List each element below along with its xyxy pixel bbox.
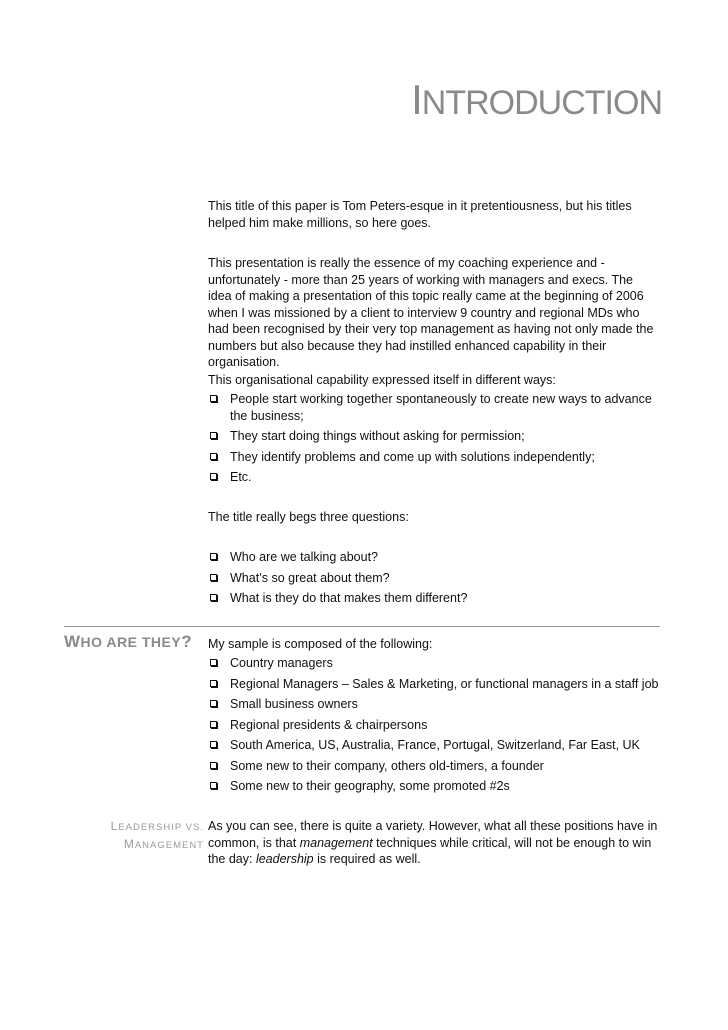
list-item [208,778,658,795]
checkbox-bullet-icon [210,453,217,460]
leadership-text-a: As you can see, there is quite a variety. However, what all these positions have in common, is that [208,819,658,850]
section-heading-initial: W [64,632,81,651]
list-item-text: South America, US, Australia, France, Portugal, Switzerland, Far East, UK [230,738,640,752]
margin-note-line-1 [80,818,204,836]
section-divider [64,626,660,627]
leadership-paragraph-text [208,818,658,868]
checkbox-bullet-icon [210,594,217,601]
list-item [208,391,658,424]
list-item-text: Some new to their company, others old-timers, a founder [230,758,544,773]
checkbox-bullet-icon [210,762,217,769]
checkbox-bullet-icon [210,782,217,789]
list-item [208,676,658,693]
capability-list [208,391,658,490]
list-item-text: Etc. [230,470,252,484]
section-heading-question-mark: ? [181,632,193,651]
leadership-text-b: techniques while critical, will not be enough to win the day: [208,835,652,866]
checkbox-bullet-icon [210,473,217,480]
list-item [208,696,658,713]
intro-paragraph-4-text: The title really begs three questions: [208,510,409,524]
list-item [208,758,658,775]
page-title [300,78,662,125]
margin-note-rest-1: EADERSHIP VS. [118,822,204,833]
intro-paragraph-4 [208,509,658,526]
checkbox-bullet-icon [210,659,217,666]
intro-paragraph-1 [208,198,658,231]
list-item [208,655,658,672]
intro-paragraph-2 [208,255,658,371]
list-item-text: They start doing things without asking for permission; [230,429,525,443]
list-item-text: People start working together spontaneously to create new ways to advance the business; [230,392,652,423]
checkbox-bullet-icon [210,395,217,402]
list-item-text: What’s so great about them? [230,570,390,585]
intro-paragraph-3 [208,372,658,389]
who-intro-text: My sample is composed of the following: [208,637,433,651]
list-item-text: Some new to their geography, some promoted #2s [230,779,510,793]
list-item [208,449,658,466]
list-item-text: Regional Managers – Sales & Marketing, or functional managers in a staff job [230,676,659,691]
sample-list [208,655,658,799]
margin-note-initial-2: M [123,837,135,851]
list-item [208,570,658,587]
who-intro [208,636,658,653]
intro-paragraph-2-text: This presentation is really the essence of my coaching experience and - unfortunately - more than 25 years of working with managers and execs. The idea of making a presentation of this topic really came at the beginning of 2006 when I was missioned by a client to interview 9 country and regional MDs who had been recognised by their very top management as having not only made the numbers but also because they had instilled enhanced capability in their organisation. [208,256,654,369]
page-title-initial: I [411,76,422,123]
margin-note-initial-1: L [110,819,119,833]
list-item-text: Who are we talking about? [230,550,379,564]
list-item [208,549,658,566]
list-item [208,737,658,754]
checkbox-bullet-icon [210,741,217,748]
leadership-emphasis-leadership: leadership [255,852,314,866]
leadership-emphasis-management: management [299,835,373,850]
question-list [208,549,658,611]
list-item [208,469,658,486]
checkbox-bullet-icon [210,680,217,687]
checkbox-bullet-icon [210,553,217,560]
list-item-text: Country managers [230,656,333,670]
page-title-rest: NTRODUCTION [421,84,662,122]
leadership-paragraph [208,818,658,868]
checkbox-bullet-icon [210,574,217,581]
section-heading-who-are-they [64,632,204,652]
margin-note-line-2 [80,836,204,854]
list-item [208,590,658,607]
list-item-text: They identify problems and come up with solutions independently; [230,449,595,464]
checkbox-bullet-icon [210,432,217,439]
section-heading-rest: HO ARE THEY [80,634,182,650]
checkbox-bullet-icon [210,721,217,728]
leadership-text-c: is required as well. [313,852,421,866]
margin-note-rest-2: ANAGEMENT [134,840,204,851]
list-item-text: Regional presidents & chairpersons [230,717,428,732]
list-item-text: What is they do that makes them different? [230,591,468,605]
list-item [208,428,658,445]
list-item-text: Small business owners [230,697,358,711]
checkbox-bullet-icon [210,700,217,707]
margin-note-leadership-vs-management [80,818,204,854]
intro-paragraph-3-text: This organisational capability expressed itself in different ways: [208,373,556,387]
list-item [208,717,658,734]
intro-paragraph-1-text: This title of this paper is Tom Peters-esque in it pretentiousness, but his titles helped him make millions, so here goes. [208,199,632,230]
